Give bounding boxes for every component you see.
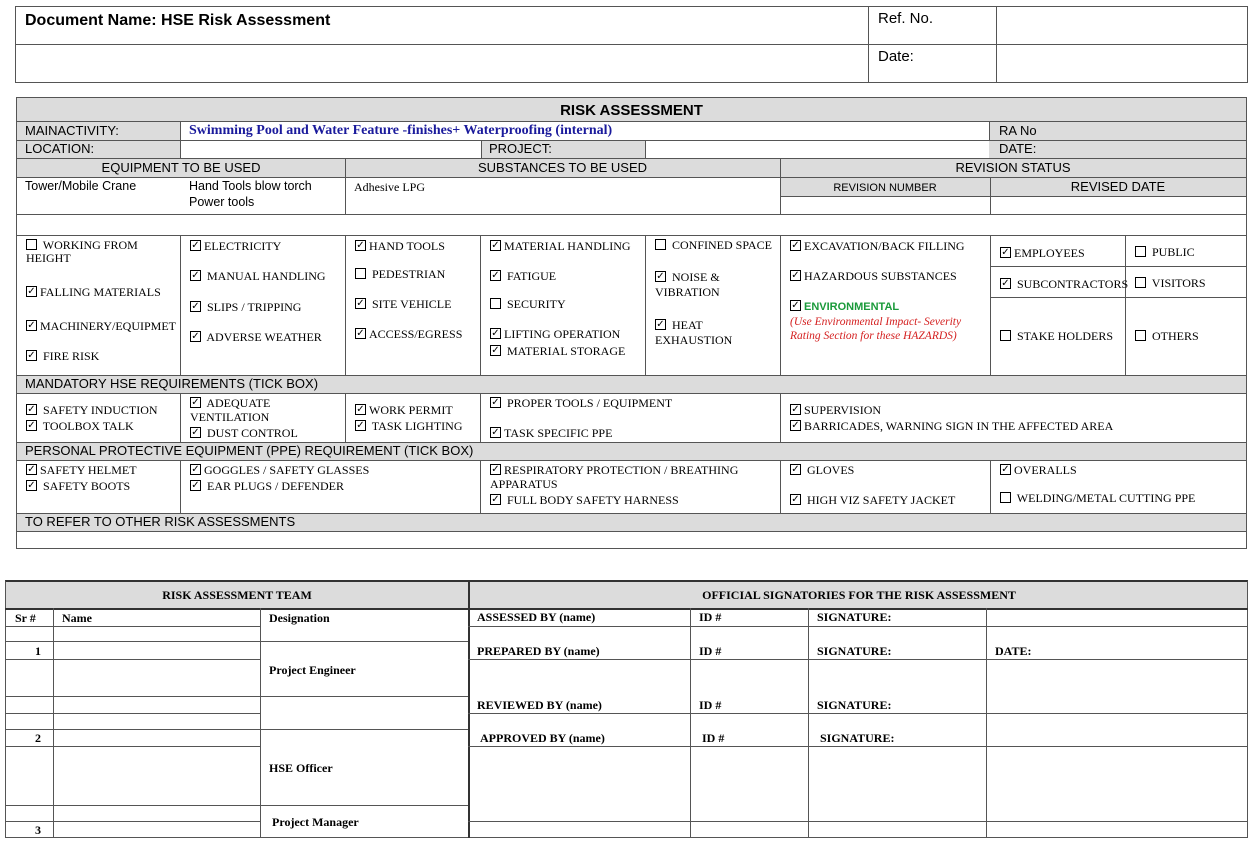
team-designation-2: HSE Officer — [269, 761, 333, 775]
hazard-noise[interactable]: ✓ NOISE & — [655, 270, 720, 284]
checked-box-icon — [655, 319, 666, 330]
checked-box-icon — [355, 298, 366, 309]
hazard-label-cont: EXHAUSTION — [655, 333, 733, 347]
checkbox-icon — [355, 268, 366, 279]
affected-subcontractors[interactable]: ✓ SUBCONTRACTORS — [1000, 277, 1128, 291]
checked-box-icon — [355, 404, 366, 415]
checked-box-icon — [655, 271, 666, 282]
checkbox-icon — [26, 239, 37, 250]
equipment-2b: Power tools — [189, 195, 255, 209]
reviewed-by-label: REVIEWED BY (name) — [477, 698, 602, 712]
team-designation-1: Project Engineer — [269, 663, 356, 677]
hazard-machinery[interactable]: ✓MACHINERY/EQUIPMET — [26, 319, 176, 333]
environmental-note: Rating Section for these HAZARDS) — [790, 330, 957, 342]
hazard-fire-risk[interactable]: ✓ FIRE RISK — [26, 349, 99, 363]
team-sr-3: 3 — [35, 823, 41, 837]
req-task-lighting[interactable]: ✓ TASK LIGHTING — [355, 419, 463, 433]
id-label: ID # — [699, 610, 722, 624]
checked-box-icon — [490, 240, 501, 251]
equipment-header: EQUIPMENT TO BE USED — [101, 160, 261, 175]
hazard-slips[interactable]: ✓ SLIPS / TRIPPING — [190, 300, 301, 314]
team-designation-3: Project Manager — [272, 815, 359, 829]
checked-box-icon — [26, 350, 37, 361]
ppe-label-cont: APPARATUS — [490, 477, 558, 491]
team-header: RISK ASSESSMENT TEAM — [162, 588, 312, 602]
checked-box-icon — [490, 397, 501, 408]
affected-employees[interactable]: ✓EMPLOYEES — [1000, 246, 1085, 260]
signature-date-label: DATE: — [995, 644, 1032, 658]
hazard-label-cont: HEIGHT — [26, 251, 71, 265]
document-name: Document Name: HSE Risk Assessment — [25, 12, 331, 29]
checked-box-icon — [26, 480, 37, 491]
ppe-gloves[interactable]: ✓ GLOVES — [790, 463, 854, 477]
approved-by-label: APPROVED BY (name) — [480, 731, 605, 745]
hazard-lifting-operation[interactable]: ✓LIFTING OPERATION — [490, 327, 620, 341]
checked-box-icon — [190, 270, 201, 281]
signature-label: SIGNATURE: — [817, 698, 892, 712]
refer-header: TO REFER TO OTHER RISK ASSESSMENTS — [25, 514, 296, 529]
checked-box-icon — [26, 320, 37, 331]
revised-date-label: REVISED DATE — [1070, 179, 1166, 194]
checked-box-icon — [490, 328, 501, 339]
prepared-by-label: PREPARED BY (name) — [477, 644, 600, 658]
substances-header: SUBSTANCES TO BE USED — [477, 160, 648, 175]
team-sr-1: 1 — [35, 644, 41, 658]
ra-no-label: RA No — [999, 123, 1037, 138]
checked-box-icon — [790, 300, 801, 311]
hazard-manual-handling[interactable]: ✓ MANUAL HANDLING — [190, 269, 326, 283]
req-proper-tools[interactable]: ✓ PROPER TOOLS / EQUIPMENT — [490, 396, 672, 410]
ppe-goggles[interactable]: ✓GOGGLES / SAFETY GLASSES — [190, 463, 369, 477]
project-label: PROJECT: — [489, 141, 552, 156]
checked-box-icon — [190, 464, 201, 475]
col-sr: Sr # — [15, 611, 36, 625]
ppe-ear-plugs[interactable]: ✓ EAR PLUGS / DEFENDER — [190, 479, 344, 493]
hazard-environmental[interactable]: ✓ENVIRONMENTAL — [790, 300, 899, 314]
signature-label: SIGNATURE: — [820, 731, 895, 745]
checked-box-icon — [790, 494, 801, 505]
checkbox-icon — [1000, 492, 1011, 503]
req-safety-induction[interactable]: ✓ SAFETY INDUCTION — [26, 403, 158, 417]
checked-box-icon — [26, 404, 37, 415]
hazard-excavation[interactable]: ✓EXCAVATION/BACK FILLING — [790, 239, 965, 253]
hazard-material-storage[interactable]: ✓ MATERIAL STORAGE — [490, 344, 625, 358]
signature-label: SIGNATURE: — [817, 610, 892, 624]
checked-box-icon — [190, 397, 201, 408]
id-label: ID # — [699, 644, 722, 658]
checked-box-icon — [1000, 464, 1011, 475]
checked-box-icon — [26, 464, 37, 475]
checked-box-icon — [490, 427, 501, 438]
main-activity-label: MAINACTIVITY: — [25, 123, 119, 138]
checked-box-icon — [26, 420, 37, 431]
req-toolbox-talk[interactable]: ✓ TOOLBOX TALK — [26, 419, 134, 433]
checked-box-icon — [790, 420, 801, 431]
hazard-electricity[interactable]: ✓ELECTRICITY — [190, 239, 281, 253]
hazard-confined-space[interactable]: CONFINED SPACE — [655, 238, 772, 252]
hazard-fatigue[interactable]: ✓ FATIGUE — [490, 269, 556, 283]
hazard-material-handling[interactable]: ✓MATERIAL HANDLING — [490, 239, 631, 253]
checkbox-icon — [1135, 330, 1146, 341]
substances-value: Adhesive LPG — [354, 180, 425, 194]
checkbox-icon — [490, 298, 501, 309]
affected-public[interactable]: PUBLIC — [1135, 245, 1195, 259]
checked-box-icon — [26, 286, 37, 297]
ppe-overalls[interactable]: ✓OVERALLS — [1000, 463, 1077, 477]
checkbox-icon — [655, 239, 666, 250]
ppe-safety-boots[interactable]: ✓ SAFETY BOOTS — [26, 479, 130, 493]
req-supervision[interactable]: ✓SUPERVISION — [790, 403, 881, 417]
hazard-security[interactable]: SECURITY — [490, 297, 566, 311]
ppe-harness[interactable]: ✓ FULL BODY SAFETY HARNESS — [490, 493, 679, 507]
hazard-working-from-height[interactable]: WORKING FROM — [26, 238, 138, 252]
checkbox-icon — [1135, 246, 1146, 257]
equipment-1: Tower/Mobile Crane — [25, 179, 137, 193]
environmental-note: (Use Environmental Impact- Severity — [790, 316, 962, 328]
id-label: ID # — [699, 698, 722, 712]
req-adequate-ventilation[interactable]: ✓ ADEQUATE — [190, 396, 270, 410]
checked-box-icon — [355, 240, 366, 251]
team-sr-2: 2 — [35, 731, 41, 745]
req-task-specific-ppe[interactable]: ✓TASK SPECIFIC PPE — [490, 426, 612, 440]
req-label-cont: VENTILATION — [190, 410, 270, 424]
ra-title: RISK ASSESSMENT — [560, 102, 703, 119]
revision-header: REVISION STATUS — [955, 160, 1071, 175]
hazard-hand-tools[interactable]: ✓HAND TOOLS — [355, 239, 445, 253]
hazard-heat[interactable]: ✓ HEAT — [655, 318, 703, 332]
checked-box-icon — [490, 464, 501, 475]
hazard-adverse-weather[interactable]: ✓ ADVERSE WEATHER — [190, 330, 322, 344]
assessed-by-label: ASSESSED BY (name) — [477, 610, 596, 624]
req-barricades[interactable]: ✓BARRICADES, WARNING SIGN IN THE AFFECTED AREA — [790, 419, 1113, 433]
signature-label: SIGNATURE: — [817, 644, 892, 658]
main-activity-value: Swimming Pool and Water Feature -finishes+ Waterproofing (internal) — [189, 123, 613, 138]
checked-box-icon — [490, 345, 501, 356]
mandatory-header: MANDATORY HSE REQUIREMENTS (TICK BOX) — [25, 376, 319, 391]
ra-date-label: DATE: — [999, 141, 1037, 156]
checked-box-icon — [355, 420, 366, 431]
hazard-access-egress[interactable]: ✓ACCESS/EGRESS — [355, 327, 462, 341]
checkbox-icon — [1000, 330, 1011, 341]
checked-box-icon — [790, 270, 801, 281]
ref-no-label: Ref. No. — [878, 10, 934, 27]
ppe-welding[interactable]: WELDING/METAL CUTTING PPE — [1000, 491, 1195, 505]
team-signatories-table — [5, 580, 1248, 838]
checked-box-icon — [790, 240, 801, 251]
col-name: Name — [62, 611, 92, 625]
checked-box-icon — [790, 464, 801, 475]
affected-visitors[interactable]: VISITORS — [1135, 276, 1206, 290]
ppe-high-viz[interactable]: ✓ HIGH VIZ SAFETY JACKET — [790, 493, 955, 507]
id-label: ID # — [702, 731, 725, 745]
req-work-permit[interactable]: ✓WORK PERMIT — [355, 403, 453, 417]
location-label: LOCATION: — [25, 141, 95, 156]
checked-box-icon — [190, 301, 201, 312]
checked-box-icon — [355, 328, 366, 339]
affected-stake-holders[interactable]: STAKE HOLDERS — [1000, 329, 1113, 343]
checked-box-icon — [190, 240, 201, 251]
checked-box-icon — [1000, 278, 1011, 289]
checked-box-icon — [190, 331, 201, 342]
ppe-respiratory[interactable]: ✓RESPIRATORY PROTECTION / BREATHING — [490, 463, 738, 477]
checked-box-icon — [490, 494, 501, 505]
col-designation: Designation — [269, 611, 330, 625]
checked-box-icon — [190, 427, 201, 438]
equipment-2a: Hand Tools blow torch — [189, 179, 312, 193]
header-date-label: Date: — [878, 48, 914, 65]
ppe-header: PERSONAL PROTECTIVE EQUIPMENT (PPE) REQUIREMENT (TICK BOX) — [25, 443, 474, 458]
signatories-header: OFFICIAL SIGNATORIES FOR THE RISK ASSESSMENT — [702, 588, 1016, 602]
checked-box-icon — [190, 480, 201, 491]
hazard-hazardous-substances[interactable]: ✓HAZARDOUS SUBSTANCES — [790, 269, 957, 283]
checked-box-icon — [790, 404, 801, 415]
hazard-falling-materials[interactable]: ✓FALLING MATERIALS — [26, 285, 161, 299]
hazard-label-cont: VIBRATION — [655, 285, 720, 299]
checked-box-icon — [490, 270, 501, 281]
hazard-pedestrian[interactable]: PEDESTRIAN — [355, 267, 445, 281]
affected-others[interactable]: OTHERS — [1135, 329, 1199, 343]
ppe-safety-helmet[interactable]: ✓SAFETY HELMET — [26, 463, 137, 477]
hazard-site-vehicle[interactable]: ✓ SITE VEHICLE — [355, 297, 451, 311]
checked-box-icon — [1000, 247, 1011, 258]
checkbox-icon — [1135, 277, 1146, 288]
revision-number-label: REVISION NUMBER — [833, 182, 937, 194]
req-dust-control[interactable]: ✓ DUST CONTROL — [190, 426, 298, 440]
